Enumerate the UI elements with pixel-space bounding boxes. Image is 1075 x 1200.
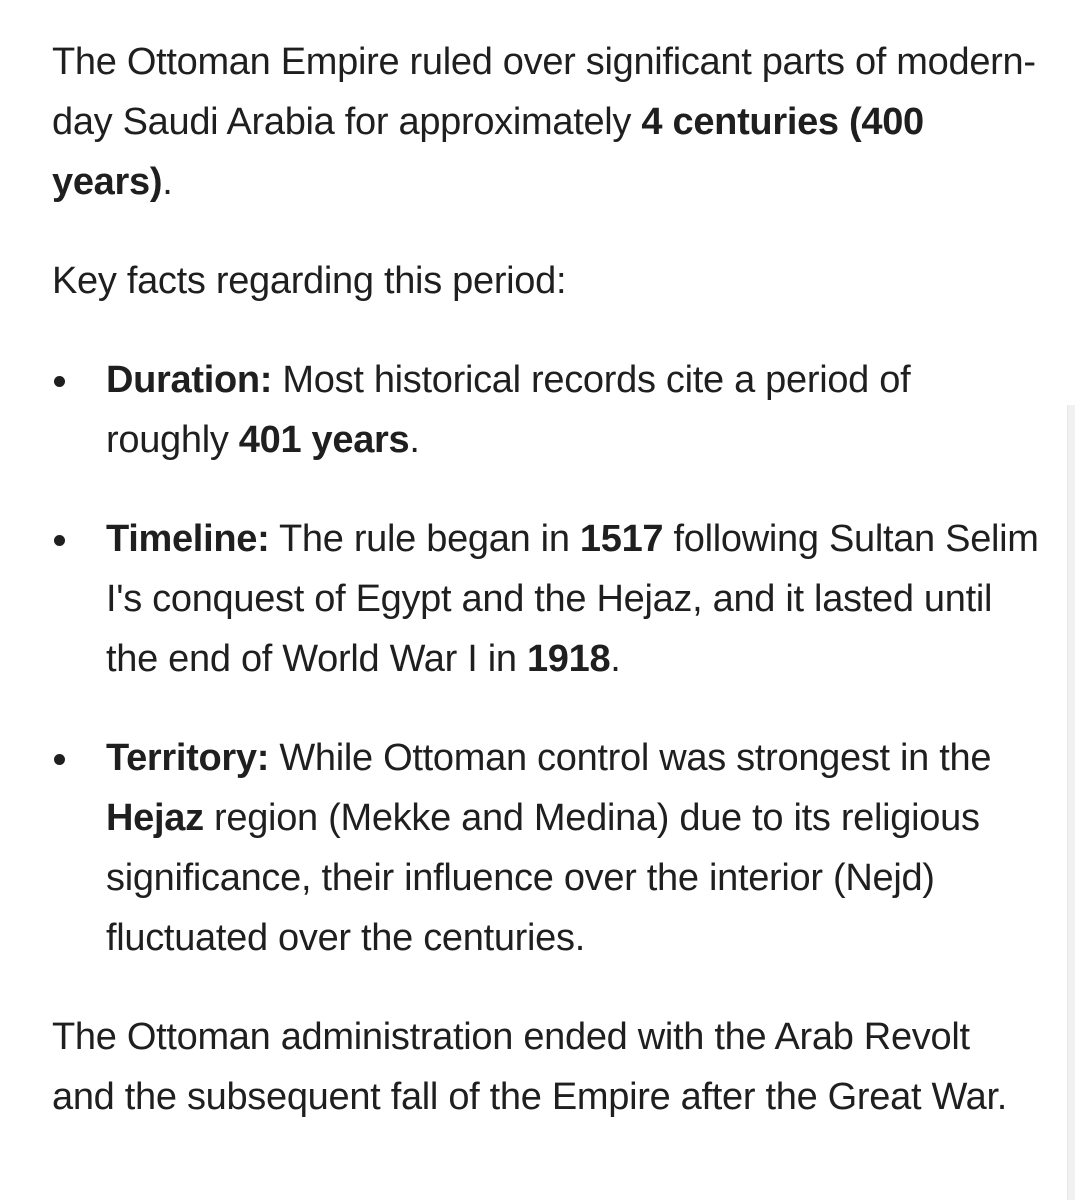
response-body <box>52 32 1042 1127</box>
facts-list <box>52 350 1042 968</box>
bullet-icon <box>54 376 65 387</box>
fact-label: Timeline: <box>106 518 270 560</box>
intro-paragraph: The Ottoman Empire ruled over significant parts of modern-day Saudi Arabia for approximately 4 centuries (400 years). <box>52 41 1036 203</box>
fact-label: Territory: <box>106 737 270 779</box>
scrollbar[interactable] <box>1067 405 1075 1200</box>
bullet-icon <box>54 535 65 546</box>
list-item-duration: Duration: Most historical records cite a period of roughly 401 years. <box>52 350 1042 470</box>
fact-label: Duration: <box>106 359 273 401</box>
list-item-territory: Territory: While Ottoman control was strongest in the Hejaz region (Mekke and Medina) due to its religious significance, their influence over the interior (Nejd) fluctuated over the centuries. <box>52 728 1042 968</box>
list-item-timeline: Timeline: The rule began in 1517 following Sultan Selim I's conquest of Egypt and the Hejaz, and it lasted until the end of World War I in 1918. <box>52 509 1042 689</box>
bullet-icon <box>54 754 65 765</box>
highlight-duration: 4 centuries (400 years) <box>52 101 924 203</box>
closing-paragraph: The Ottoman administration ended with the Arab Revolt and the subsequent fall of the Empire after the Great War. <box>52 1016 1007 1118</box>
facts-lead: Key facts regarding this period: <box>52 260 567 302</box>
